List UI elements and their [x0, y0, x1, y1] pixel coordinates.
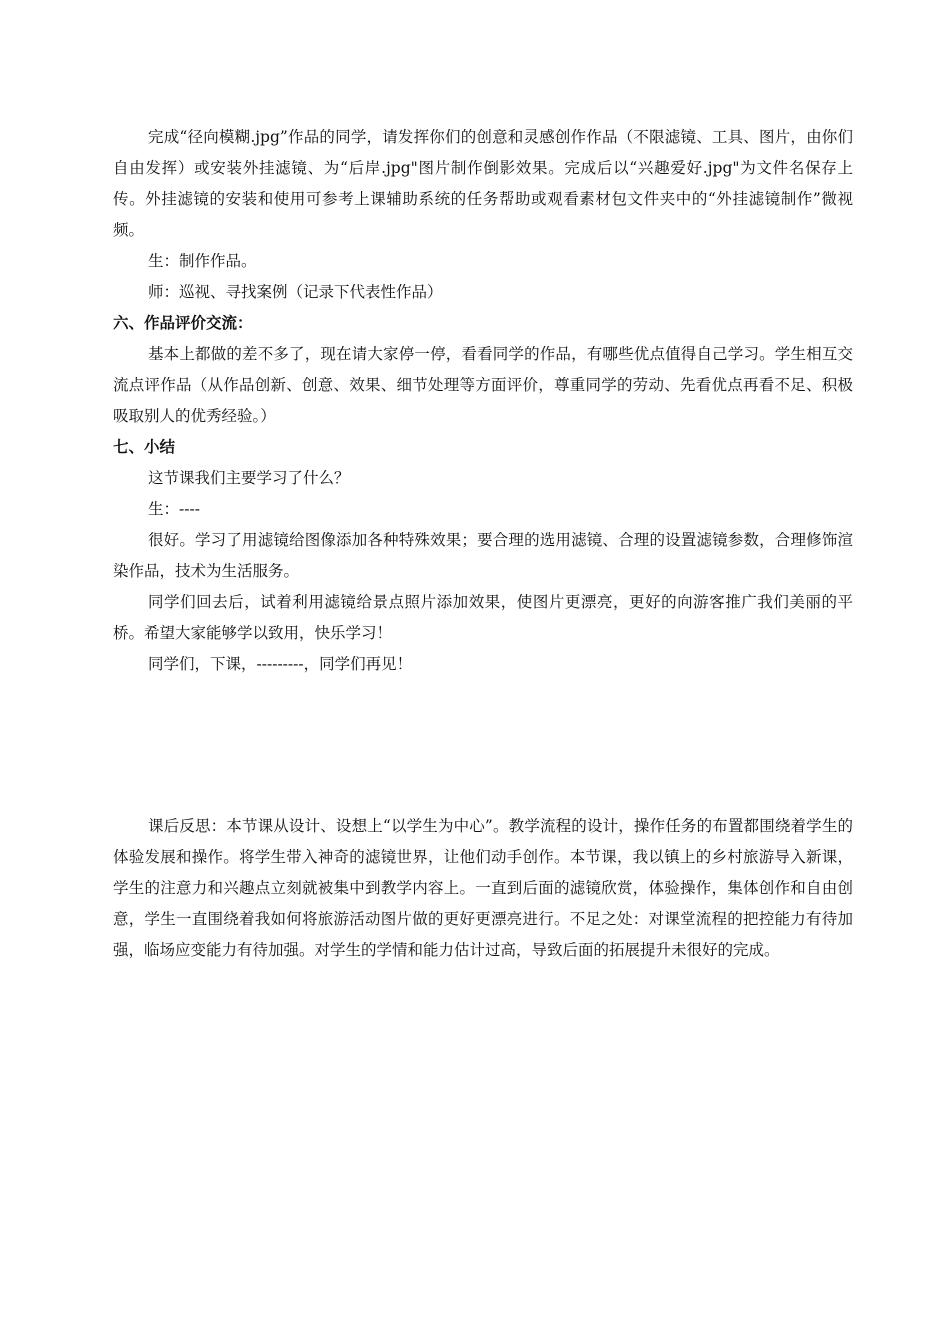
paragraph-reflection: 课后反思：本节课从设计、设想上“以学生为中心”。教学流程的设计，操作任务的布置都围绕着学生的体验发展和操作。将学生带入神奇的滤镜世界，让他们动手创作。本节课，我以镇上的乡村旅游导入新课，学生的注意力和兴趣点立刻就被集中到教学内容上。一直到后面的滤镜欣赏，体验操作，集体创作和自由创意，学生一直围绕着我如何将旅游活动图片做的更好更漂亮进行。不足之处：对课堂流程的把控能力有待加强，临场应变能力有待加强。对学生的学情和能力估计过高，导致后面的拓展提升未很好的完成。	[113, 817, 853, 959]
paragraph-task: 完成“径向模糊.jpg”作品的同学，请发挥你们的创意和灵感创作作品（不限滤镜、工具、图片，由你们自由发挥）或安装外挂滤镜、为“后岸.jpg"图片制作倒影效果。完成后以“兴趣爱好.jpg"为文件名保存上传。外挂滤镜的安装和使用可参考上课辅助系统的任务帮助或观看素材包文件夹中的“外挂滤镜制作”微视频。	[113, 128, 853, 239]
paragraph-student-answer: 生：----	[148, 500, 200, 518]
heading-summary: 七、小结	[113, 438, 176, 456]
paragraph-recap: 很好。学习了用滤镜给图像添加各种特殊效果；要合理的选用滤镜、合理的设置滤镜参数，合理修饰渲染作品，技术为生活服务。	[113, 531, 853, 580]
heading-evaluation: 六、作品评价交流：	[113, 314, 253, 332]
paragraph-dismissal: 同学们，下课，---------，同学们再见！	[148, 655, 413, 673]
paragraph-evaluation: 基本上都做的差不多了，现在请大家停一停，看看同学的作品，有哪些优点值得自己学习。学生相互交流点评作品（从作品创新、创意、效果、细节处理等方面评价，尊重同学的劳动、先看优点再看不足、积极吸取别人的优秀经验。）	[113, 345, 853, 425]
paragraph-teacher-patrol: 师：巡视、寻找案例（记录下代表性作品）	[148, 283, 443, 301]
spacer	[113, 680, 853, 811]
paragraph-student-work: 生：制作作品。	[148, 252, 257, 270]
paragraph-question: 这节课我们主要学习了什么？	[148, 469, 350, 487]
document-page	[113, 122, 853, 966]
paragraph-homework: 同学们回去后，试着利用滤镜给景点照片添加效果，使图片更漂亮，更好的向游客推广我们美丽的平桥。希望大家能够学以致用，快乐学习！	[113, 593, 853, 642]
